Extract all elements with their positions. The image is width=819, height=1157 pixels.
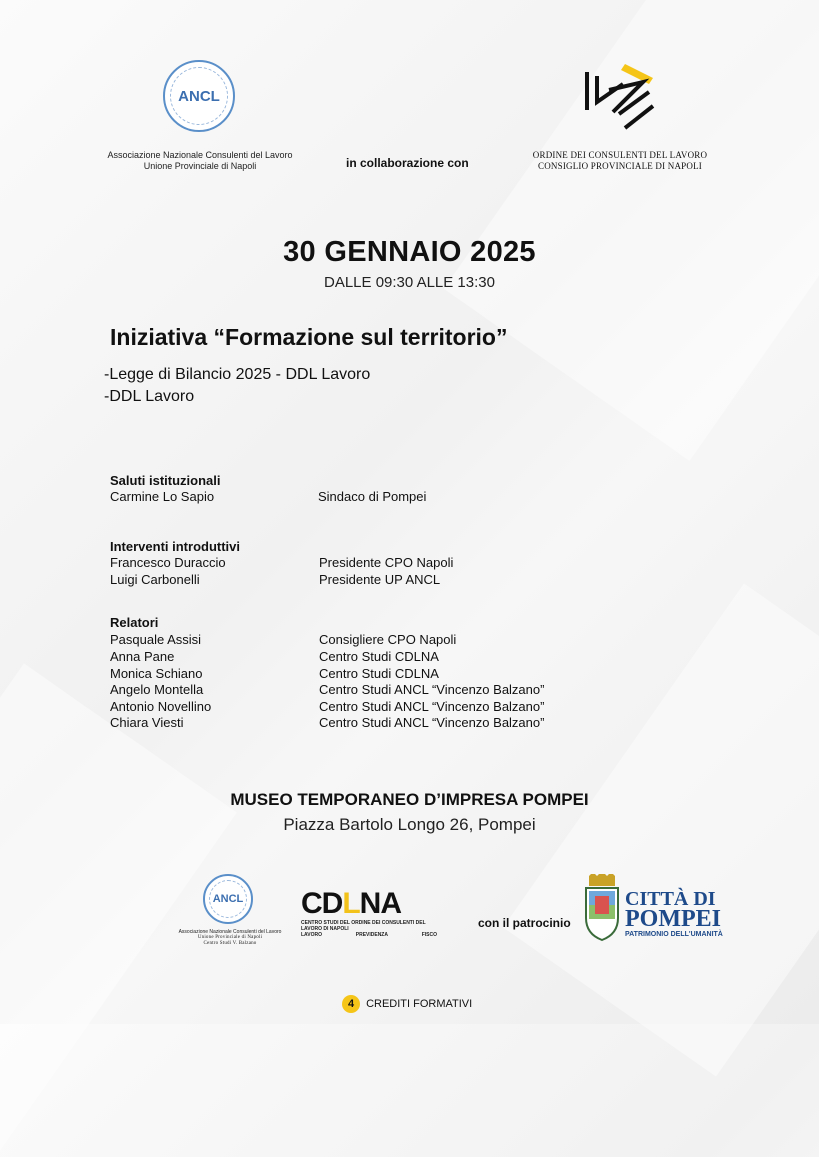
cdlna-subtitle: CENTRO STUDI DEL ORDINE DEI CONSULENTI DEL LAVORO DI NAPOLI <box>301 920 426 932</box>
speaker-name: Luigi Carbonelli <box>110 572 200 587</box>
speaker-role: Presidente UP ANCL <box>319 572 441 587</box>
cdlna-pre: CD <box>301 887 343 920</box>
cdlna-logo <box>301 888 437 938</box>
section-title-saluti: Saluti istituzionali <box>110 473 221 488</box>
background-facet <box>0 663 237 1156</box>
footer-ancl-caption-line3: Centro Studi V. Balzano <box>203 941 257 946</box>
pompei-logo <box>625 890 723 938</box>
event-date: 30 GENNAIO 2025 <box>283 236 536 268</box>
credits-text: CREDITI FORMATIVI <box>366 998 473 1010</box>
pompei-line2: POMPEI <box>625 906 721 932</box>
cdlna-word: PREVIDENZA <box>355 932 388 938</box>
ancl-caption <box>95 150 305 172</box>
collaboration-text: in collaborazione con <box>346 156 469 170</box>
cdlna-post: NA <box>359 887 402 920</box>
credits-badge: 4 <box>342 995 360 1013</box>
footer-ancl-caption-line2: Unione Provinciale di Napoli <box>197 935 263 940</box>
event-time: DALLE 09:30 ALLE 13:30 <box>324 274 495 291</box>
speaker-role: Centro Studi ANCL “Vincenzo Balzano” <box>319 715 545 730</box>
speaker-name: Francesco Duraccio <box>110 555 226 570</box>
speaker-name: Angelo Montella <box>110 682 204 697</box>
footer-ancl-logo <box>203 874 253 924</box>
topic-item: -Legge di Bilancio 2025 - DDL Lavoro <box>104 366 371 383</box>
cdlna-l: L <box>342 887 360 920</box>
pompei-line1: CITTÀ DI <box>625 888 716 910</box>
speaker-role: Centro Studi ANCL “Vincenzo Balzano” <box>319 699 545 714</box>
speaker-role: Presidente CPO Napoli <box>319 555 454 570</box>
cdlna-word: LAVORO <box>301 932 323 938</box>
pompei-line3: PATRIMONIO DELL'UMANITÀ <box>625 931 723 938</box>
footer-ancl-caption-line1: Associazione Nazionale Consulenti del Lavoro <box>178 929 282 935</box>
ordine-caption-line1: ORDINE DEI CONSULENTI DEL LAVORO <box>532 150 708 160</box>
ancl-caption-line2: Unione Provinciale di Napoli <box>143 161 257 171</box>
ancl-logo-text: ANCL <box>178 87 220 105</box>
section-title-interventi: Interventi introduttivi <box>110 539 240 554</box>
venue-address: Piazza Bartolo Longo 26, Pompei <box>283 815 536 834</box>
speaker-name: Chiara Viesti <box>110 715 184 730</box>
speaker-role: Centro Studi CDLNA <box>319 666 439 681</box>
cdlna-word: FISCO <box>421 932 437 938</box>
speaker-name: Carmine Lo Sapio <box>110 489 215 504</box>
speaker-role: Sindaco di Pompei <box>318 489 427 504</box>
ancl-logo <box>163 60 235 132</box>
ordine-caption-line2: CONSIGLIO PROVINCIALE DI NAPOLI <box>538 161 702 171</box>
section-title-relatori: Relatori <box>110 615 159 630</box>
topic-item: -DDL Lavoro <box>104 388 195 405</box>
pompei-crest-icon <box>583 874 621 947</box>
speaker-role: Consigliere CPO Napoli <box>319 632 457 647</box>
patronage-text: con il patrocinio <box>478 916 571 930</box>
footer-ancl-logo-text: ANCL <box>212 893 244 905</box>
cdlna-words <box>301 932 437 938</box>
ordine-caption <box>520 150 720 172</box>
speaker-role: Centro Studi CDLNA <box>319 649 439 664</box>
speaker-name: Pasquale Assisi <box>110 632 202 647</box>
ordine-logo <box>583 62 657 141</box>
credits <box>342 995 472 1013</box>
footer-ancl-caption <box>160 929 300 947</box>
speaker-name: Anna Pane <box>110 649 175 664</box>
event-title: Iniziativa “Formazione sul territorio” <box>110 324 508 350</box>
speaker-role: Centro Studi ANCL “Vincenzo Balzano” <box>319 682 545 697</box>
ancl-caption-line1: Associazione Nazionale Consulenti del Lavoro <box>107 150 293 160</box>
speaker-name: Monica Schiano <box>110 666 203 681</box>
speaker-name: Antonio Novellino <box>110 699 212 714</box>
venue-name: MUSEO TEMPORANEO D’IMPRESA POMPEI <box>230 790 589 809</box>
